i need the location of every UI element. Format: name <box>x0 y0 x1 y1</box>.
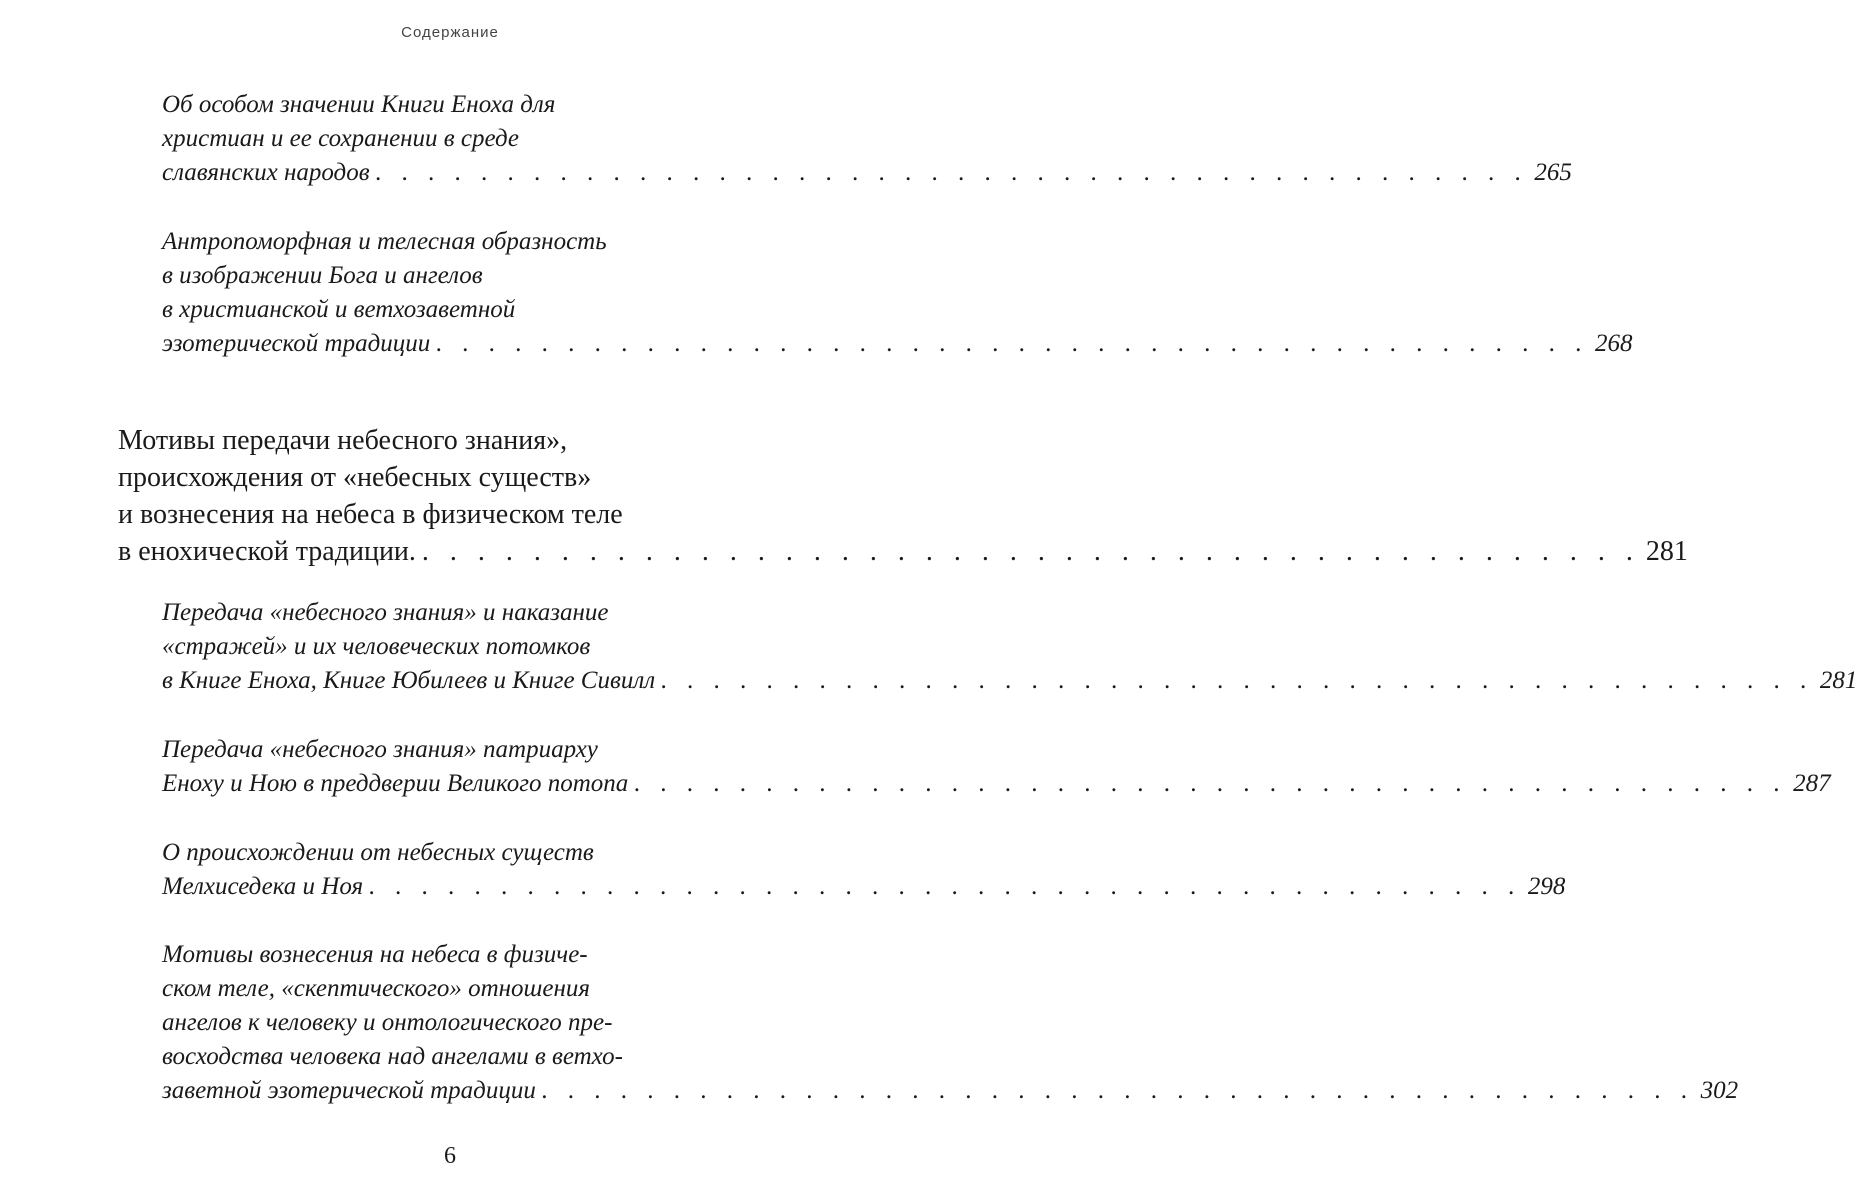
toc-entry-line: Мотивы вознесения на небеса в физиче- <box>162 941 588 968</box>
toc-entry-last-line <box>162 1074 1739 1108</box>
toc-entry[interactable] <box>162 836 1566 904</box>
toc-entry-line: восходства человека над ангелами в ветхо- <box>162 1043 623 1070</box>
toc-entry-last-line <box>162 767 1831 801</box>
toc-entry-line: в христианской и ветхозаветной <box>162 296 516 323</box>
toc-page-number: 287 <box>1793 770 1831 797</box>
toc-entry-line: происхождения от «небесных существ» <box>118 462 592 493</box>
toc-entry-line: Передача «небесного знания» патриарху <box>162 736 598 763</box>
toc-entry-line: ском теле, «скептического» отношения <box>162 975 591 1002</box>
toc-entry-line: славянских народов <box>162 159 370 186</box>
toc-entry-line: «стражей» и их человеческих потомков <box>162 633 591 660</box>
dot-leader: . . . . . . . . . . . . . . . . . . . . . . . . . . . . . . . . . . . . . . . . . . . . <box>421 536 1640 567</box>
toc-entry-line: заветной эзотерической традиции <box>162 1077 536 1104</box>
toc-entry-last-line <box>162 327 1633 361</box>
dot-leader: . . . . . . . . . . . . . . . . . . . . . . . . . . . . . . . . . . . . . . . . . . . . <box>369 873 1522 900</box>
toc-entry-line: эзотерической традиции <box>162 330 431 357</box>
toc-entry[interactable] <box>162 596 1857 698</box>
toc-page-number: 302 <box>1700 1077 1739 1104</box>
dot-leader: . . . . . . . . . . . . . . . . . . . . . . . . . . . . . . . . . . . . . . . . . . . . <box>541 1077 1695 1104</box>
toc-entry[interactable] <box>162 938 1739 1108</box>
toc-entry-line: христиан и ее сохранении в среде <box>162 125 520 152</box>
toc-entry-line: Мелхиседека и Ноя <box>162 873 364 900</box>
toc-page-number: 265 <box>1534 159 1572 186</box>
toc-page-number: 281 <box>1819 667 1857 694</box>
dot-leader: . . . . . . . . . . . . . . . . . . . . . . . . . . . . . . . . . . . . . . . . . . . . <box>634 770 1788 797</box>
toc-entry-last-line <box>118 533 1688 570</box>
toc-entry-last-line <box>162 156 1572 190</box>
toc-entry-line: и вознесения на небеса в физическом теле <box>118 499 623 530</box>
toc-page-number: 268 <box>1595 330 1633 357</box>
toc-entry-last-line <box>162 870 1566 904</box>
dot-leader: . . . . . . . . . . . . . . . . . . . . . . . . . . . . . . . . . . . . . . . . . . . . <box>436 330 1589 357</box>
toc-page-number: 281 <box>1645 536 1688 567</box>
toc-entry-line: ангелов к человеку и онтологического пре- <box>162 1009 613 1036</box>
toc-entry-line: О происхождении от небесных существ <box>162 839 594 866</box>
toc-entry-line: в Книге Еноха, Книге Юбилеев и Книге Сивилл <box>162 667 656 694</box>
dot-leader: . . . . . . . . . . . . . . . . . . . . . . . . . . . . . . . . . . . . . . . . . . . . <box>661 667 1814 694</box>
page-number: 6 <box>444 1143 456 1169</box>
toc-entry-line: Антропоморфная и телесная образность <box>162 228 607 255</box>
toc-entry[interactable] <box>162 88 1572 190</box>
toc-entry-line: в изображении Бога и ангелов <box>162 262 483 289</box>
running-head: Содержание <box>401 24 499 41</box>
toc-entry-line: Об особом значении Книги Еноха для <box>162 91 556 118</box>
toc-entry-line: в енохической традиции. <box>118 536 416 567</box>
toc-entry-last-line <box>162 664 1857 698</box>
dot-leader: . . . . . . . . . . . . . . . . . . . . . . . . . . . . . . . . . . . . . . . . . . . . <box>375 159 1529 186</box>
toc-page-number: 298 <box>1527 873 1566 900</box>
toc-entry-line: Еноху и Ною в преддверии Великого потопа <box>162 770 629 797</box>
toc-chapter-entry[interactable] <box>118 422 1688 570</box>
toc-entry[interactable] <box>162 733 1831 801</box>
toc-entry[interactable] <box>162 225 1633 361</box>
toc-entry-line: Мотивы передачи небесного знания», <box>118 425 568 456</box>
toc-entry-line: Передача «небесного знания» и наказание <box>162 599 609 626</box>
